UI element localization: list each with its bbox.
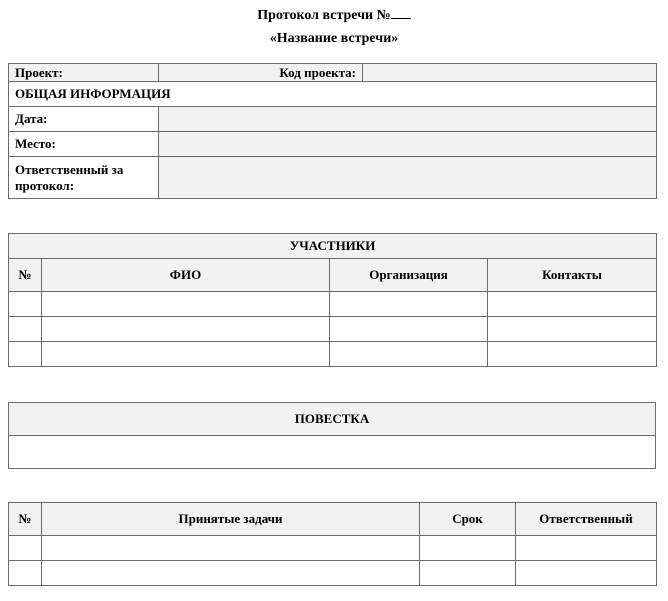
date-field[interactable] <box>159 107 657 132</box>
tasks-col-number: № <box>9 503 42 536</box>
tasks-col-task: Принятые задачи <box>42 503 420 536</box>
responsible-label-line1: Ответственный за <box>15 161 124 177</box>
task-responsible-cell[interactable] <box>516 536 657 561</box>
participants-col-contacts: Контакты <box>488 259 657 292</box>
project-label: Проект: <box>9 64 159 82</box>
participant-contacts-cell[interactable] <box>488 292 657 317</box>
tasks-table <box>8 502 657 586</box>
participants-col-number: № <box>9 259 42 292</box>
participants-table <box>8 233 657 367</box>
table-row <box>9 317 657 342</box>
participants-col-organization: Организация <box>330 259 488 292</box>
participant-organization-cell[interactable] <box>330 342 488 367</box>
responsible-label-line2: протокол: <box>15 177 75 193</box>
agenda-heading: ПОВЕСТКА <box>9 403 656 436</box>
task-responsible-cell[interactable] <box>516 561 657 586</box>
participant-number-cell[interactable] <box>9 317 42 342</box>
place-field[interactable] <box>159 132 657 157</box>
table-row <box>9 292 657 317</box>
table-row <box>9 561 657 586</box>
date-label: Дата: <box>9 107 159 132</box>
responsible-label <box>9 157 159 199</box>
participant-number-cell[interactable] <box>9 292 42 317</box>
participant-name-cell[interactable] <box>42 292 330 317</box>
agenda-table <box>8 402 656 469</box>
participant-name-cell[interactable] <box>42 342 330 367</box>
table-row <box>9 536 657 561</box>
task-number-cell[interactable] <box>9 561 42 586</box>
participant-organization-cell[interactable] <box>330 317 488 342</box>
general-info-heading: ОБЩАЯ ИНФОРМАЦИЯ <box>9 82 657 107</box>
participant-contacts-cell[interactable] <box>488 342 657 367</box>
participant-name-cell[interactable] <box>42 317 330 342</box>
participant-number-cell[interactable] <box>9 342 42 367</box>
participants-col-name: ФИО <box>42 259 330 292</box>
general-info-table <box>8 63 657 199</box>
responsible-field[interactable] <box>159 157 657 199</box>
task-number-cell[interactable] <box>9 536 42 561</box>
meeting-name: «Название встречи» <box>269 31 399 46</box>
task-deadline-cell[interactable] <box>420 561 516 586</box>
document-title <box>0 6 668 24</box>
table-row <box>9 342 657 367</box>
project-code-field[interactable] <box>363 64 657 82</box>
tasks-col-deadline: Срок <box>420 503 516 536</box>
task-deadline-cell[interactable] <box>420 536 516 561</box>
task-description-cell[interactable] <box>42 561 420 586</box>
participants-heading: УЧАСТНИКИ <box>9 234 657 259</box>
project-code-label: Код проекта: <box>159 64 363 82</box>
place-label: Место: <box>9 132 159 157</box>
participant-contacts-cell[interactable] <box>488 317 657 342</box>
number-blank[interactable] <box>391 6 411 19</box>
document-title-text: Протокол встречи № <box>257 8 391 23</box>
participant-organization-cell[interactable] <box>330 292 488 317</box>
tasks-col-responsible: Ответственный <box>516 503 657 536</box>
task-description-cell[interactable] <box>42 536 420 561</box>
agenda-content-field[interactable] <box>9 436 656 469</box>
